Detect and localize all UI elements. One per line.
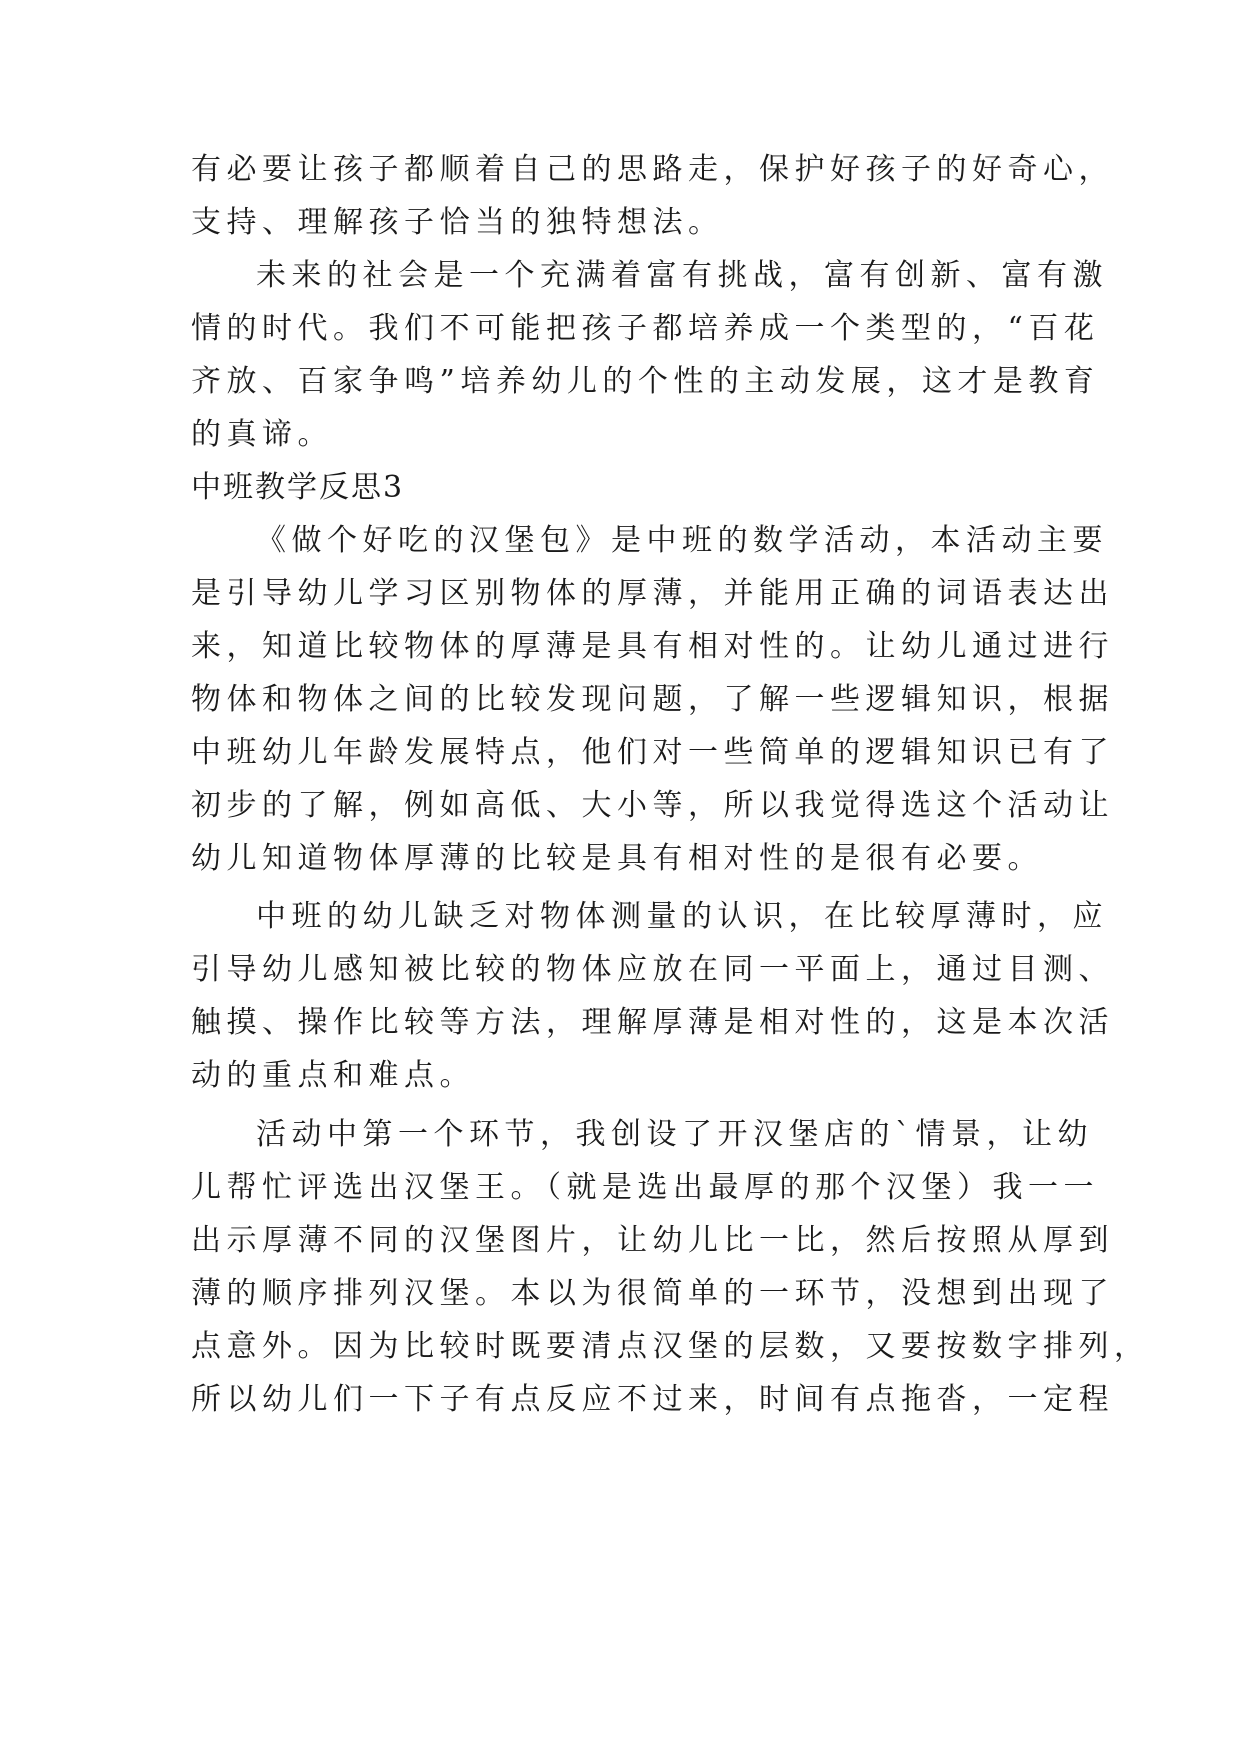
paragraph-line: 是引导幼儿学习区别物体的厚薄，并能用正确的词语表达出	[191, 576, 1114, 611]
paragraph-line: 儿帮忙评选出汉堡王。（就是选出最厚的那个汉堡）我一一	[191, 1170, 1099, 1205]
paragraph-line: 初步的了解，例如高低、大小等，所以我觉得选这个活动让	[191, 788, 1114, 823]
paragraph-line: 《做个好吃的汉堡包》是中班的数学活动，本活动主要	[256, 523, 1108, 558]
paragraph-line: 来，知道比较物体的厚薄是具有相对性的。让幼儿通过进行	[191, 629, 1114, 664]
section-heading: 中班教学反思3	[191, 470, 405, 505]
paragraph-line: 情的时代。我们不可能把孩子都培养成一个类型的，“百花	[191, 311, 1100, 346]
paragraph-line: 支持、理解孩子恰当的独特想法。	[191, 205, 724, 240]
paragraph-line: 齐放、百家争鸣”培养幼儿的个性的主动发展，这才是教育	[191, 364, 1100, 399]
paragraph-line: 未来的社会是一个充满着富有挑战，富有创新、富有激	[256, 258, 1108, 293]
paragraph-line: 触摸、操作比较等方法，理解厚薄是相对性的，这是本次活	[191, 1005, 1114, 1040]
paragraph-line: 幼儿知道物体厚薄的比较是具有相对性的是很有必要。	[191, 841, 1043, 876]
paragraph-line: 所以幼儿们一下子有点反应不过来，时间有点拖沓，一定程	[191, 1382, 1114, 1417]
paragraph-line: 有必要让孩子都顺着自己的思路走，保护好孩子的好奇心，	[191, 152, 1114, 187]
paragraph-line: 活动中第一个环节，我创设了开汉堡店的`情景，让幼	[256, 1117, 1093, 1152]
paragraph-line: 动的重点和难点。	[191, 1058, 475, 1093]
paragraph-line: 物体和物体之间的比较发现问题，了解一些逻辑知识，根据	[191, 682, 1114, 717]
paragraph-line: 薄的顺序排列汉堡。本以为很简单的一环节，没想到出现了	[191, 1276, 1114, 1311]
paragraph-line: 的真谛。	[191, 417, 333, 452]
paragraph-line: 引导幼儿感知被比较的物体应放在同一平面上，通过目测、	[191, 952, 1114, 987]
paragraph-line: 中班的幼儿缺乏对物体测量的认识，在比较厚薄时，应	[256, 899, 1108, 934]
paragraph-line: 中班幼儿年龄发展特点，他们对一些简单的逻辑知识已有了	[191, 735, 1114, 770]
paragraph-line: 出示厚薄不同的汉堡图片，让幼儿比一比，然后按照从厚到	[191, 1223, 1114, 1258]
paragraph-line: 点意外。因为比较时既要清点汉堡的层数，又要按数字排列，	[191, 1329, 1150, 1364]
